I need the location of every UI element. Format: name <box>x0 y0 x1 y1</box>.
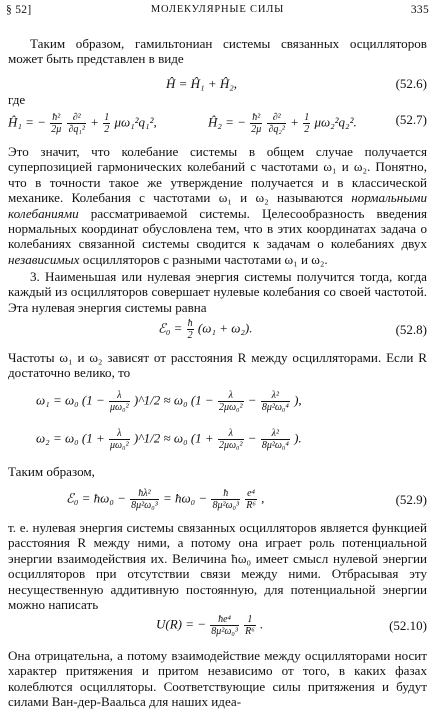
equation-omega-1 <box>8 386 427 416</box>
eq-52-8-den: 2 <box>187 330 193 341</box>
omega-2-minus: − <box>247 430 257 446</box>
eq-52-10-f2-num: 1 <box>244 614 256 626</box>
h2-f2-num: ∂² <box>267 112 285 124</box>
h1-fraction-1 <box>50 112 62 135</box>
omega-1-f3-den: 8μ²ω₀⁴ <box>261 402 289 413</box>
h1-f3-num: 1 <box>104 112 110 123</box>
omega-1-lhs: ω₁ = ω₀ (1 − <box>36 392 105 408</box>
h1-fraction-2 <box>67 112 85 135</box>
running-header <box>6 4 429 20</box>
h1-f3-den: 2 <box>104 124 110 135</box>
eq-52-9-f3-num: e⁴ <box>247 488 256 499</box>
running-title: МОЛЕКУЛЯРНЫЕ СИЛЫ <box>150 4 285 15</box>
eq-52-8-num: ħ <box>187 318 193 329</box>
equation-52-6-body: Ĥ = Ĥ₁ + Ĥ₂, <box>166 76 237 91</box>
omega-2-lhs: ω₂ = ω₀ (1 + <box>36 430 105 446</box>
omega-1-f2-den: 2μω₀² <box>218 402 243 413</box>
equation-52-10-body <box>156 614 263 637</box>
omega-1-f2-num: λ <box>218 390 244 402</box>
equation-omega-2-body <box>36 428 302 451</box>
equation-52-10-number: (52.10) <box>389 618 427 633</box>
eq-52-10-fraction-1 <box>210 614 239 637</box>
omega-1-fraction-1 <box>109 390 130 413</box>
omega-2-mid: )^1/2 ≈ ω₀ (1 + <box>133 430 214 446</box>
omega-1-f1-num: λ <box>109 390 130 402</box>
eq-52-8-rest: (ω₁ + ω₂). <box>197 320 253 336</box>
paragraph-frequencies: Частоты ω₁ и ω₂ зависят от расстояния R между осцилляторами. Если R достаточно велико, то <box>8 350 427 381</box>
omega-2-f3-num: λ² <box>261 428 290 440</box>
eq-52-9-f2-num: ħ <box>211 488 240 500</box>
eq-52-9-fraction-3 <box>245 488 257 511</box>
omega-2-fraction-2 <box>218 428 244 451</box>
equation-52-10 <box>8 612 427 642</box>
eq-52-8-fraction <box>187 318 194 341</box>
eq-52-8-lhs: ℰ₀ = <box>158 320 183 336</box>
eq-52-9-fraction-2 <box>211 488 240 511</box>
equation-52-6 <box>8 76 427 94</box>
paragraph-normal-modes-part-b: рассматриваемой системы. Целесообразность введения нормальных координат обусловлена тем, что в этих координатах задача о колебаниях связанной системы сводится к задачам о колебаниях двух <box>8 205 427 252</box>
paragraph-normal-modes <box>8 144 427 267</box>
term-independent: независимых <box>8 251 80 267</box>
equation-52-9 <box>8 484 427 514</box>
paragraph-thus: Таким образом, <box>8 464 95 479</box>
eq-52-10-f2-den: R⁶ <box>245 626 255 637</box>
eq-52-9-end: , <box>261 490 265 506</box>
eq-52-9-lhs: ℰ₀ = ħω₀ − <box>66 490 126 506</box>
where-label: где <box>8 92 26 107</box>
omega-1-minus: − <box>247 392 257 408</box>
omega-1-fraction-3 <box>261 390 290 413</box>
omega-2-f3-den: 8μ²ω₀⁴ <box>261 440 289 451</box>
equation-52-7 <box>8 104 427 138</box>
paragraph-potential-energy: т. е. нулевая энергия системы связанных осцилляторов является функцией расстояния R между ними, а потому она играет роль потенциальной энергии взаимодействия их. Величина ħω₀ имеет смысл нулевой энергии осцилляторов при отсутствии связи между ними. Отбрасывая эту несущественную аддитивную постоянную, для потенциальной энергии можно написать <box>8 520 427 613</box>
h2-fraction-3 <box>303 112 310 135</box>
omega-2-f2-den: 2μω₀² <box>218 440 243 451</box>
h1-rest: μω₁²q₁², <box>114 114 157 130</box>
h2-fraction-1 <box>250 112 262 135</box>
eq-52-10-lhs: U(R) = − <box>156 616 207 632</box>
eq-52-10-f1-den: 8μ²ω₀³ <box>211 626 238 637</box>
equation-52-7-number: (52.7) <box>395 112 427 127</box>
h1-f1-num: ħ² <box>50 112 62 124</box>
h1-lhs: Ĥ₁ = − <box>8 114 46 130</box>
omega-1-f3-num: λ² <box>261 390 290 402</box>
page-number: 335 <box>410 4 429 16</box>
h2-f1-num: ħ² <box>250 112 262 124</box>
equation-omega-2 <box>8 424 427 454</box>
omega-2-f2-num: λ <box>218 428 244 440</box>
paragraph-zero-energy: 3. Наименьшая или нулевая энергия системы получится тогда, когда каждый из осцилляторов совершает нулевые колебания со своей частотой. Эта нулевая энергия системы равна <box>8 269 427 315</box>
h1-f1-den: 2μ <box>51 124 62 135</box>
eq-52-9-f1-den: 8μ²ω₀³ <box>131 500 158 511</box>
h2-plus: + <box>290 114 299 130</box>
paragraph-normal-modes-part-c: осцилляторов с разными частотами ω₁ и ω₂. <box>79 251 328 267</box>
eq-52-10-fraction-2 <box>244 614 256 637</box>
equation-52-6-number: (52.6) <box>395 76 427 91</box>
omega-2-fraction-1 <box>109 428 130 451</box>
paragraph-intro: Таким образом, гамильтониан системы связанных осцилляторов может быть представлен в виде <box>8 36 427 67</box>
h2-lhs: Ĥ₂ = − <box>208 114 246 130</box>
eq-52-9-f1-num: ħλ² <box>130 488 159 500</box>
omega-2-f1-den: μω₀² <box>110 440 129 451</box>
paragraph-normal-modes-part-a: Это значит, что колебание системы в общем случае получается суперпозицией гармонических колебаний с частотами ω₁ и ω₂. Понятно, что в точности такое же утверждение получается и в классической механике. Колебания с частотами ω₁ и ω₂ называются <box>8 144 427 206</box>
equation-52-7-h1 <box>8 112 157 135</box>
equation-52-8-number: (52.8) <box>395 322 427 337</box>
equation-52-9-number: (52.9) <box>395 492 427 507</box>
h2-f3-num: 1 <box>304 112 310 123</box>
omega-1-end: ), <box>294 392 302 408</box>
omega-2-end: ). <box>294 430 302 446</box>
paragraph-van-der-waals: Она отрицательна, а потому взаимодействие между осцилляторами носит характер притяжения и притом независимо от того, в каких фазах колеблются осцилляторы. Соответствующие силы притяжения и будут силами Ван-дер-Ваальса для наших идеа- <box>8 648 427 710</box>
omega-1-mid: )^1/2 ≈ ω₀ (1 − <box>133 392 214 408</box>
omega-2-f1-num: λ <box>109 428 130 440</box>
eq-52-9-f3-den: R⁶ <box>246 500 256 511</box>
equation-omega-1-body <box>36 390 302 413</box>
omega-2-fraction-3 <box>261 428 290 451</box>
h2-f3-den: 2 <box>304 124 310 135</box>
h2-rest: μω₂²q₂². <box>314 114 357 130</box>
equation-52-7-h2 <box>208 112 357 135</box>
omega-1-f1-den: μω₀² <box>110 402 129 413</box>
h1-fraction-3 <box>103 112 110 135</box>
equation-52-8 <box>8 318 427 344</box>
section-reference: § 52] <box>6 4 32 16</box>
equation-52-9-body <box>66 488 264 511</box>
eq-52-9-fraction-1 <box>130 488 159 511</box>
h2-f2-den: ∂q₂² <box>268 124 285 135</box>
h2-fraction-2 <box>267 112 285 135</box>
eq-52-10-end: . <box>259 616 264 632</box>
equation-52-8-body <box>158 318 253 341</box>
h1-plus: + <box>90 114 99 130</box>
h1-f2-den: ∂q₁² <box>68 124 85 135</box>
omega-1-fraction-2 <box>218 390 244 413</box>
eq-52-9-f2-den: 8μ²ω₀³ <box>212 500 240 511</box>
eq-52-9-mid: = ħω₀ − <box>162 490 208 506</box>
term-normal-oscillations: нормальными колебаниями <box>8 190 427 221</box>
h2-f1-den: 2μ <box>251 124 262 135</box>
h1-f2-num: ∂² <box>67 112 85 124</box>
eq-52-10-f1-num: ħe⁴ <box>210 614 239 626</box>
